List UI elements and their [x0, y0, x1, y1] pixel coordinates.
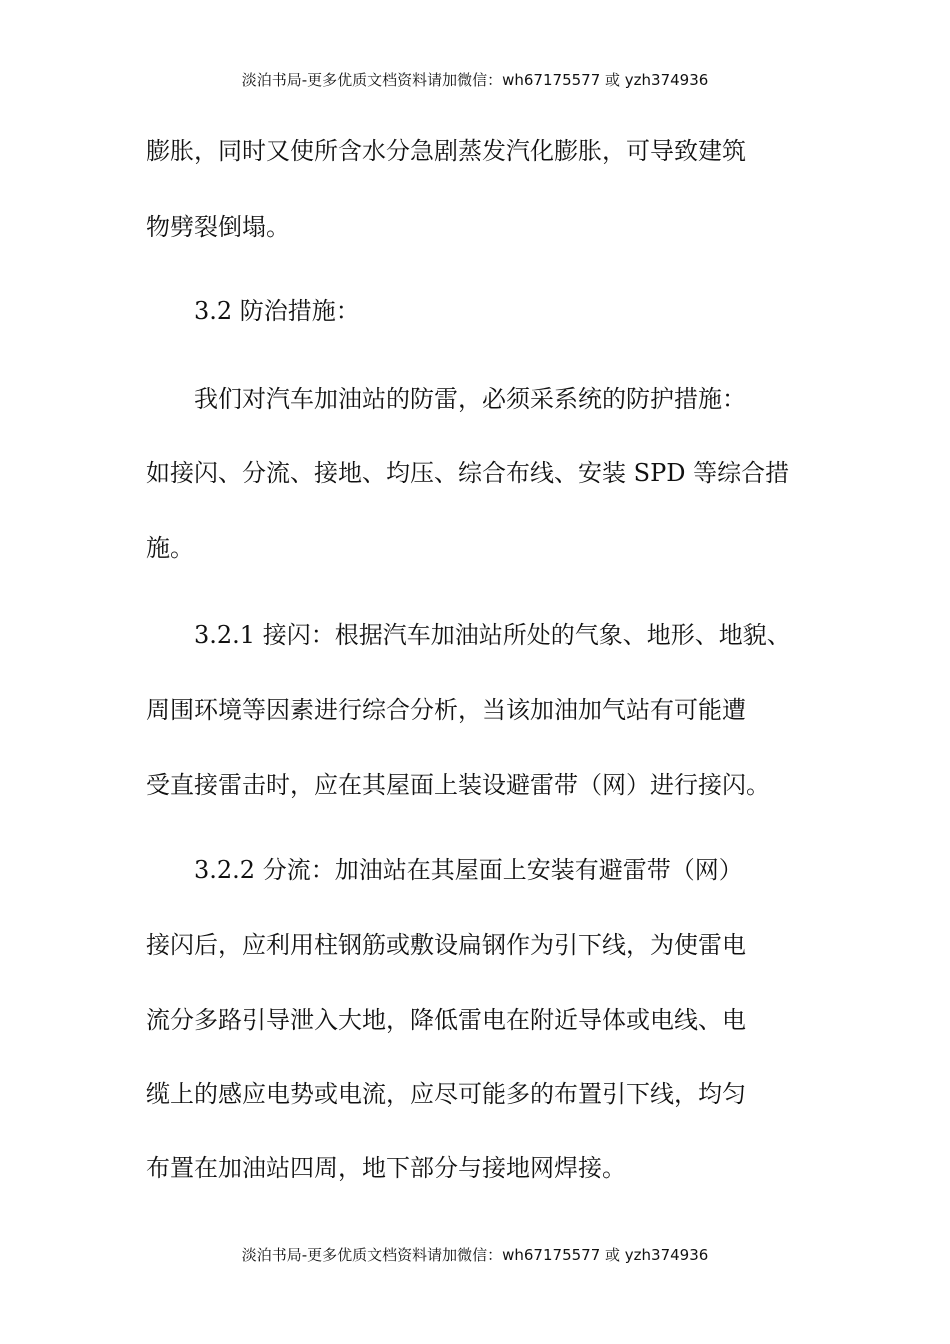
body-line: 缆上的感应电势或电流，应尽可能多的布置引下线，均匀 [146, 1080, 746, 1108]
body-line: 周围环境等因素进行综合分析，当该加油加气站有可能遭 [146, 696, 746, 724]
body-line: 3.2.1 接闪：根据汽车加油站所处的气象、地形、地貌、 [194, 621, 791, 649]
body-line: 受直接雷击时，应在其屋面上装设避雷带（网）进行接闪。 [146, 771, 770, 799]
page-footer: 淡泊书局-更多优质文档资料请加微信：wh67175577 或 yzh374936 [241, 1246, 709, 1264]
body-line: 膨胀，同时又使所含水分急剧蒸发汽化膨胀，可导致建筑 [146, 137, 746, 165]
page-header: 淡泊书局-更多优质文档资料请加微信：wh67175577 或 yzh374936 [241, 71, 709, 89]
body-line: 如接闪、分流、接地、均压、综合布线、安装 SPD 等综合措 [146, 459, 790, 487]
body-line: 物劈裂倒塌。 [146, 213, 290, 241]
body-line: 3.2.2 分流：加油站在其屋面上安装有避雷带（网） [194, 856, 743, 884]
body-line: 我们对汽车加油站的防雷，必须采系统的防护措施： [194, 385, 746, 413]
body-line: 施。 [146, 534, 194, 562]
body-line: 接闪后，应利用柱钢筋或敷设扁钢作为引下线，为使雷电 [146, 931, 746, 959]
body-line: 流分多路引导泄入大地，降低雷电在附近导体或电线、电 [146, 1006, 746, 1034]
section-heading: 3.2 防治措施： [194, 297, 360, 325]
body-line: 布置在加油站四周，地下部分与接地网焊接。 [146, 1154, 626, 1182]
